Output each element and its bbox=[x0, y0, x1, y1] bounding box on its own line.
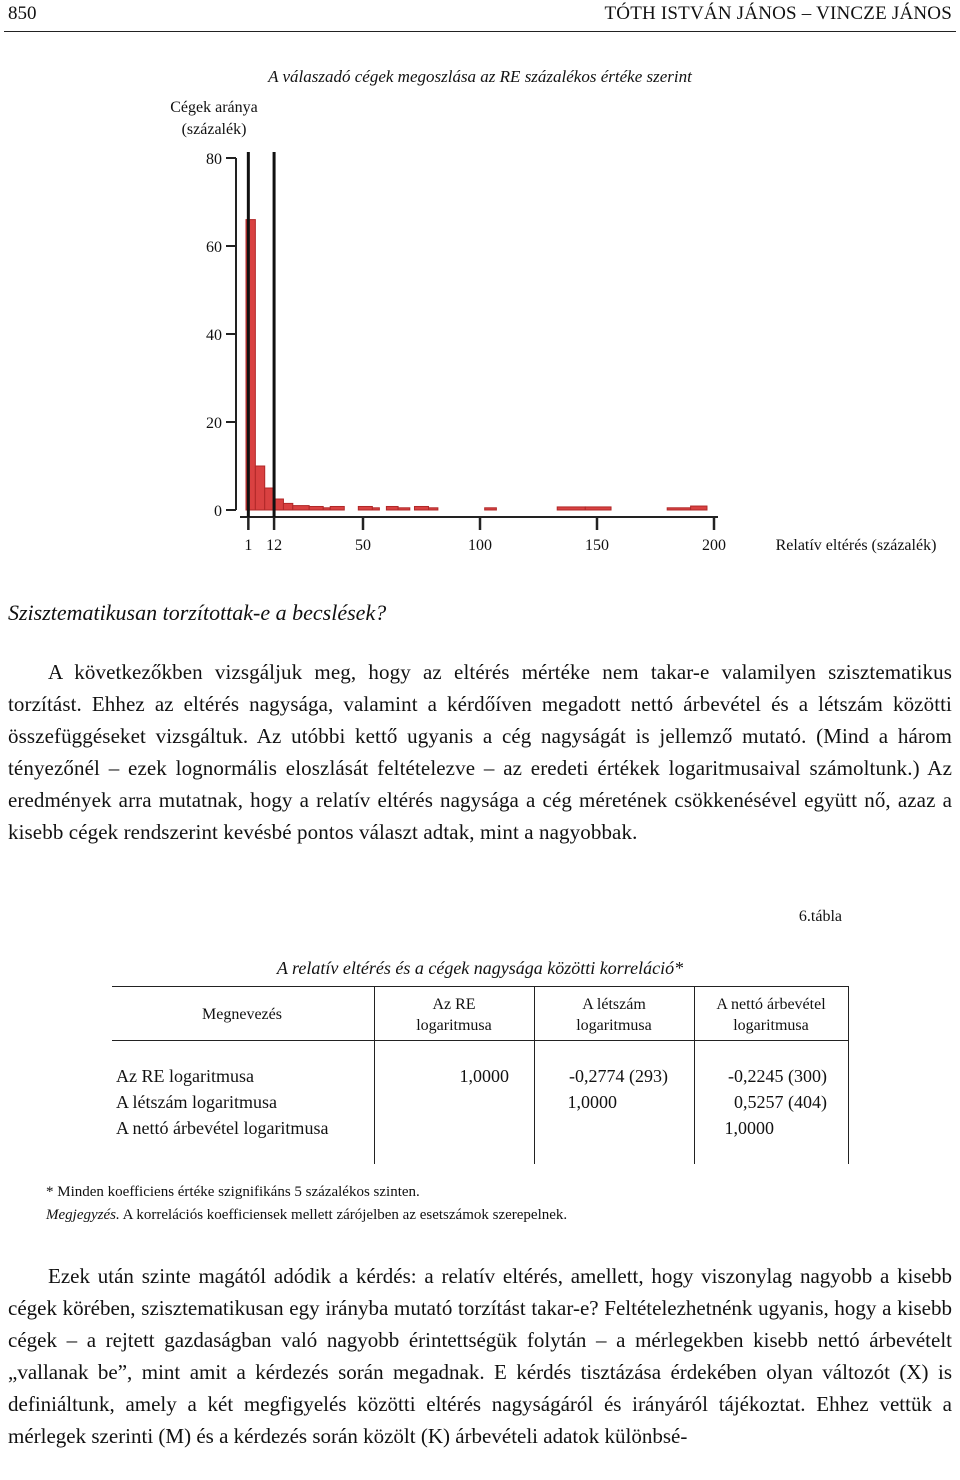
histogram-bar bbox=[691, 506, 707, 510]
y-tick-label: 20 bbox=[206, 415, 222, 432]
table-column-divider bbox=[848, 986, 849, 1164]
histogram-bar bbox=[386, 506, 398, 510]
histogram-bar bbox=[398, 508, 410, 510]
x-tick-label: 50 bbox=[355, 537, 371, 554]
y-tick-label: 0 bbox=[214, 503, 222, 520]
y-tick-label: 80 bbox=[206, 151, 222, 168]
chart-title: A válaszadó cégek megoszlása az RE százalékos értéke szerint bbox=[268, 67, 692, 86]
x-tick-label: 200 bbox=[702, 537, 726, 554]
note-text: A korrelációs koefficiensek mellett zárójelben az esetszámok szerepelnek. bbox=[119, 1207, 568, 1223]
table-number: 6.tábla bbox=[798, 908, 842, 925]
histogram-chart bbox=[0, 50, 960, 570]
y-axis-label-line1: Cégek aránya bbox=[170, 99, 258, 116]
header-megnevezes: Megnevezés bbox=[202, 1006, 282, 1023]
cell-ar-ar: 1,0000 bbox=[724, 1118, 774, 1138]
y-tick-label: 60 bbox=[206, 239, 222, 256]
page-number: 850 bbox=[8, 3, 37, 24]
histogram-bar bbox=[330, 506, 344, 510]
correlation-table bbox=[112, 986, 848, 1166]
x-tick-label: 12 bbox=[266, 537, 283, 554]
histogram-bar bbox=[414, 506, 428, 510]
cell-ls-ar: 0,5257 (404) bbox=[734, 1092, 827, 1112]
cell-re-ls: -0,2774 (293) bbox=[569, 1066, 668, 1086]
histogram-bar bbox=[372, 508, 379, 510]
y-tick-label: 40 bbox=[206, 327, 222, 344]
x-tick-label: 150 bbox=[585, 537, 609, 554]
header-arbevetel-log: A nettó árbevétel logaritmusa bbox=[716, 996, 826, 1034]
histogram-bar bbox=[585, 507, 611, 510]
cell-re-ar: -0,2245 (300) bbox=[728, 1066, 827, 1086]
table-header-rule bbox=[112, 1040, 848, 1041]
histogram-bar bbox=[429, 508, 438, 510]
page-header bbox=[0, 0, 960, 32]
histogram-bar bbox=[485, 508, 497, 510]
table-note bbox=[46, 1207, 567, 1224]
row-label-letszam: A létszám logaritmusa bbox=[116, 1092, 277, 1112]
header-re-log: Az RE logaritmusa bbox=[416, 996, 492, 1034]
x-tick-label: 1 bbox=[244, 537, 253, 554]
table-top-rule bbox=[112, 986, 848, 987]
header-rule bbox=[4, 31, 956, 32]
row-label-re: Az RE logaritmusa bbox=[116, 1066, 254, 1086]
note-label: Megjegyzés. bbox=[46, 1207, 120, 1223]
histogram-bar bbox=[667, 508, 690, 510]
table-footnote: * Minden koefficiens értéke szignifikáns 5 százalékos szinten. bbox=[46, 1184, 420, 1200]
paragraph-2: Ezek után szinte magától adódik a kérdés: a relatív eltérés, amellett, hogy viszonylag nagyobb a kisebb cégek körében, szisztematikusan egy irányba mutató torzítást takar-e? Feltételezhetnénk ugyanis, hogy a kisebb cégek – a rejtett gazdaságban való nagyobb érintettségük folytán – a mérlegekben kisebb nettó árbevételt „vallanak be”, mint amit a kérdezés során megadnak. E kérdés tisztázása érdekében olyan változót (X) is definiáltunk, amely a két megfigyelés közötti eltérés nagyságáról és irányáról tájékoztat. Ehhez vettük a mérlegek szerinti (M) és a kérdezés során közölt (K) árbevételi adatok különbsé- bbox=[8, 1264, 952, 1448]
cell-ls-ls: 1,0000 bbox=[567, 1092, 617, 1112]
running-head-authors: TÓTH ISTVÁN JÁNOS – VINCZE JÁNOS bbox=[604, 3, 952, 24]
table-title: A relatív eltérés és a cégek nagysága közötti korreláció* bbox=[276, 958, 684, 978]
y-axis-label-line2: (százalék) bbox=[181, 121, 247, 138]
row-label-arbevetel: A nettó árbevétel logaritmusa bbox=[116, 1118, 329, 1138]
histogram-bar bbox=[255, 466, 264, 510]
section-title: Szisztematikusan torzítottak-e a becslések? bbox=[8, 600, 387, 625]
histogram-bar bbox=[557, 507, 585, 510]
histogram-bar bbox=[323, 508, 330, 510]
plot-area bbox=[206, 151, 726, 554]
histogram-bar bbox=[358, 506, 372, 510]
x-axis-label: Relatív eltérés (százalék) bbox=[775, 537, 937, 554]
x-tick-label: 100 bbox=[468, 537, 492, 554]
histogram-bar bbox=[309, 506, 323, 510]
cell-re-re: 1,0000 bbox=[459, 1066, 509, 1086]
paragraph-1: A következőkben vizsgáljuk meg, hogy az eltérés mértéke nem takar-e valamilyen szisztematikus torzítást. Ehhez az eltérés nagysága, valamint a kérdőíven megadott nettó árbevétel és a létszám közötti összefüggéseket vizsgáltuk. Az utóbbi kettő ugyanis a cég nagyságát is jellemző mutató. (Mind a három tényezőnél – ezek lognormális eloszlását feltételezve – az eredeti értékek logaritmusaival számoltunk.) Az eredmények arra mutatnak, hogy a relatív eltérés nagysága a cég méretének csökkenésével együtt nő, azaz a kisebb cégek rendszerint kevésbé pontos választ adtak, mint a nagyobbak. bbox=[8, 660, 952, 844]
histogram-bar bbox=[283, 503, 292, 510]
histogram-bar bbox=[293, 506, 309, 510]
header-letszam-log: A létszám logaritmusa bbox=[576, 996, 652, 1034]
